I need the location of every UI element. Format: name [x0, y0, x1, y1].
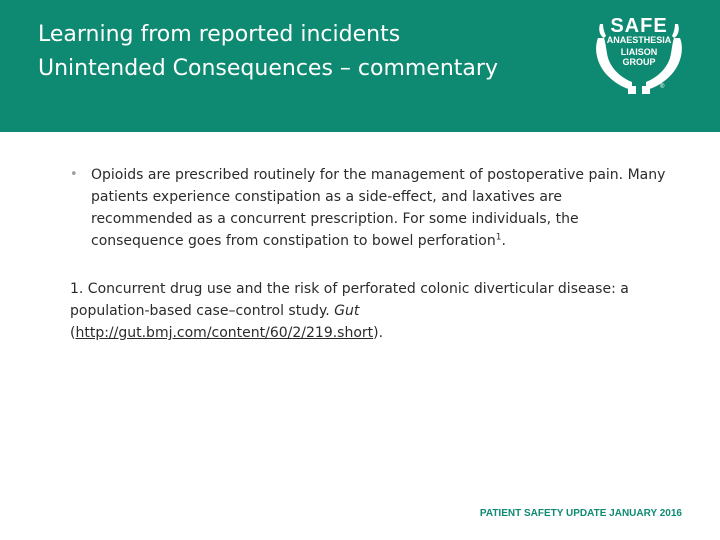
bullet-end: .	[501, 233, 506, 249]
reference-citation	[70, 278, 670, 344]
footer-label: PATIENT SAFETY UPDATE JANUARY 2016	[479, 508, 682, 519]
bullet-item	[91, 164, 666, 252]
logo-line-3: GROUP	[622, 57, 656, 67]
safe-anaesthesia-logo	[588, 14, 690, 94]
hands-icon	[588, 14, 690, 94]
logo-word: SAFE	[610, 15, 668, 37]
title-line-2: Unintended Consequences – commentary	[38, 56, 498, 81]
title-line-1: Learning from reported incidents	[38, 22, 401, 47]
header-banner	[0, 0, 720, 132]
reference-close: ).	[373, 325, 384, 341]
reference-open-paren: (	[70, 325, 76, 341]
registered-mark: ®	[660, 84, 665, 90]
bullet-text: Opioids are prescribed routinely for the management of postoperative pain. Many patients experience constipation as a side-effect, and laxatives are recommended as a concurrent prescription. For some individuals, the consequence goes from constipation to bowel perforation	[91, 167, 666, 249]
bullet-marker: •	[70, 167, 78, 182]
logo-line-2: LIAISON	[620, 47, 658, 57]
logo-line-1: ANAESTHESIA	[606, 35, 672, 45]
reference-journal: Gut	[334, 303, 360, 319]
reference-text: 1. Concurrent drug use and the risk of perforated colonic diverticular disease: a population-based case–control study.	[70, 281, 629, 319]
reference-link[interactable]: http://gut.bmj.com/content/60/2/219.short	[75, 325, 374, 341]
footnote-superscript: 1	[495, 232, 502, 243]
